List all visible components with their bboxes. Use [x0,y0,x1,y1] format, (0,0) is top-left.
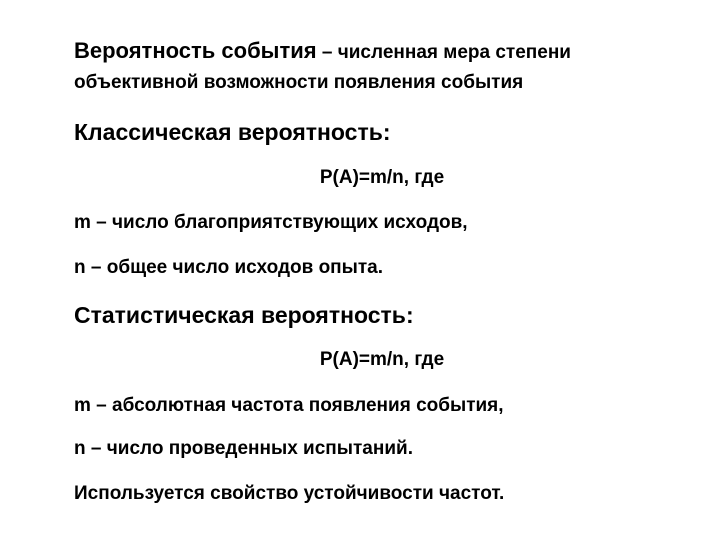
statistical-m-description: m – абсолютная частота появления события, [74,395,504,416]
classical-n-description: n – общее число исходов опыта. [74,257,384,278]
classical-formula: P(A)=m/n, где [319,167,445,188]
classical-heading: Классическая вероятность: [74,119,391,145]
statistical-formula: P(A)=m/n, где [319,349,445,370]
definition-line-1 [74,38,571,64]
classical-m-description: m – число благоприятствующих исходов, [74,212,468,233]
statistical-heading: Статистическая вероятность: [74,302,414,328]
definition-text: – численная мера степени [316,42,571,63]
frequency-stability-note: Используется свойство устойчивости частот. [74,483,505,504]
statistical-n-description: n – число проведенных испытаний. [74,438,413,459]
definition-line-2: объективной возможности появления события [74,72,524,93]
definition-term: Вероятность события [74,38,317,63]
